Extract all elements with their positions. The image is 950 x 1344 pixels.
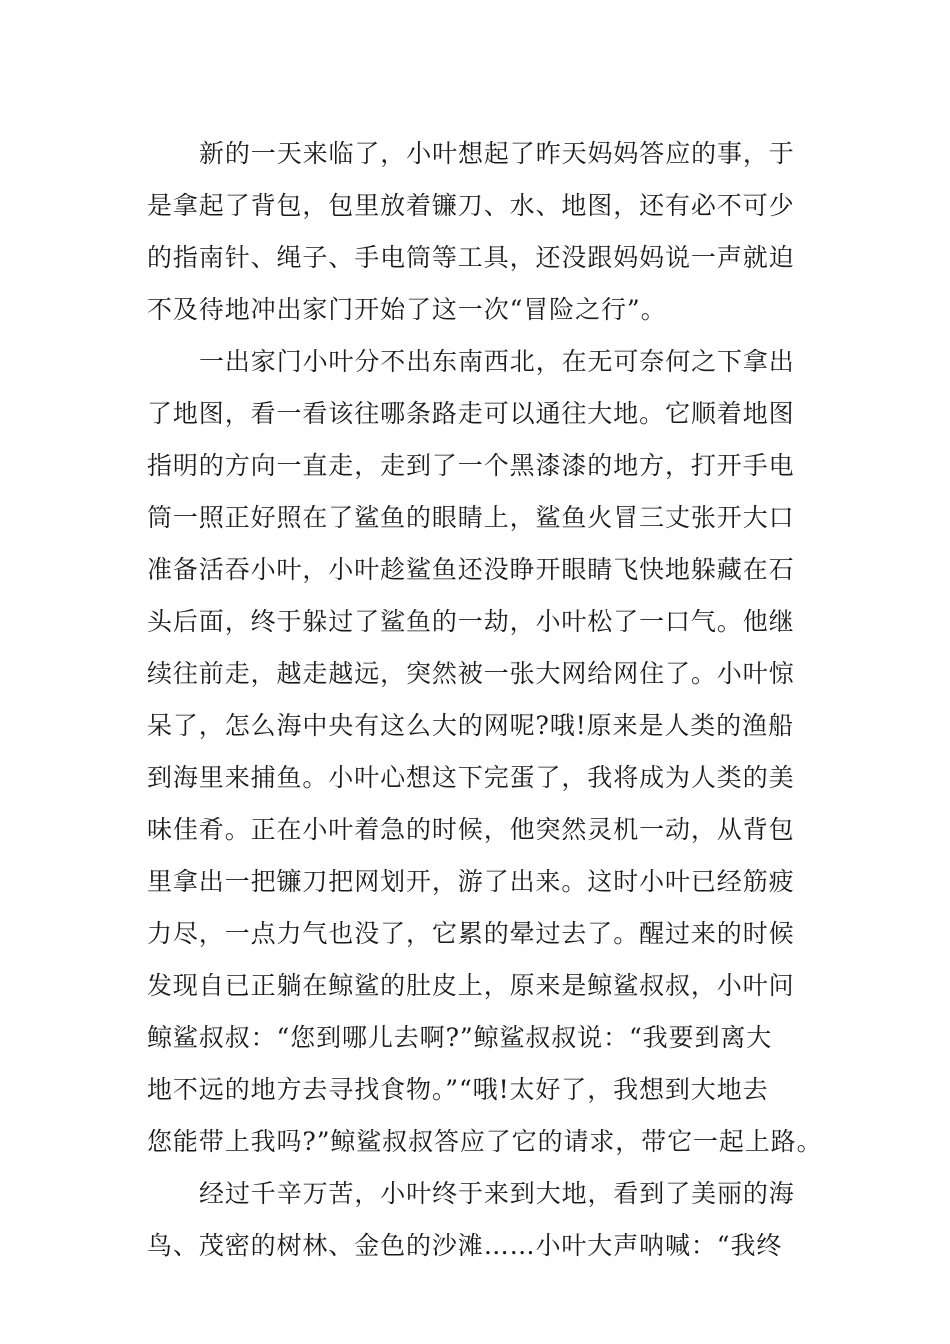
document-body [147, 128, 823, 1272]
text-line: 味佳肴。正在小叶着急的时候，他突然灵机一动，从背包 [147, 815, 795, 844]
text-line: 一出家门小叶分不出东南西北，在无可奈何之下拿出 [199, 347, 795, 376]
text-line: 指明的方向一直走，走到了一个黑漆漆的地方，打开手电 [147, 451, 795, 480]
text-line: 了地图，看一看该往哪条路走可以通往大地。它顺着地图 [147, 399, 795, 428]
text-line: 发现自已正躺在鲸鲨的肚皮上，原来是鲸鲨叔叔，小叶问 [147, 971, 795, 1000]
text-line: 鸟、茂密的树林、金色的沙滩……小叶大声呐喊：“我终 [147, 1231, 783, 1260]
text-line: 呆了，怎么海中央有这么大的网呢?哦!原来是人类的渔船 [147, 711, 794, 740]
text-line: 准备活吞小叶，小叶趁鲨鱼还没睁开眼睛飞快地躲藏在石 [147, 555, 795, 584]
text-line: 筒一照正好照在了鲨鱼的眼睛上，鲨鱼火冒三丈张开大口 [147, 503, 795, 532]
text-line: 是拿起了背包，包里放着镰刀、水、地图，还有必不可少 [147, 191, 795, 220]
text-line: 经过千辛万苦，小叶终于来到大地，看到了美丽的海 [199, 1179, 795, 1208]
text-line: 力尽，一点力气也没了，它累的晕过去了。醒过来的时候 [147, 919, 795, 948]
text-line: 新的一天来临了，小叶想起了昨天妈妈答应的事，于 [199, 139, 795, 168]
text-line: 的指南针、绳子、手电筒等工具，还没跟妈妈说一声就迫 [147, 243, 795, 272]
text-line: 到海里来捕鱼。小叶心想这下完蛋了，我将成为人类的美 [147, 763, 795, 792]
text-line: 您能带上我吗?”鲸鲨叔叔答应了它的请求，带它一起上路。 [147, 1127, 823, 1156]
text-line: 续往前走，越走越远，突然被一张大网给网住了。小叶惊 [147, 659, 795, 688]
text-line: 鲸鲨叔叔：“您到哪儿去啊?”鲸鲨叔叔说：“我要到离大 [147, 1023, 773, 1052]
text-line: 不及待地冲出家门开始了这一次“冒险之行”。 [147, 295, 667, 324]
text-line: 头后面，终于躲过了鲨鱼的一劫，小叶松了一口气。他继 [147, 607, 795, 636]
text-line: 里拿出一把镰刀把网划开，游了出来。这时小叶已经筋疲 [147, 867, 795, 896]
text-line: 地不远的地方去寻找食物。”“哦!太好了，我想到大地去 [147, 1075, 769, 1104]
